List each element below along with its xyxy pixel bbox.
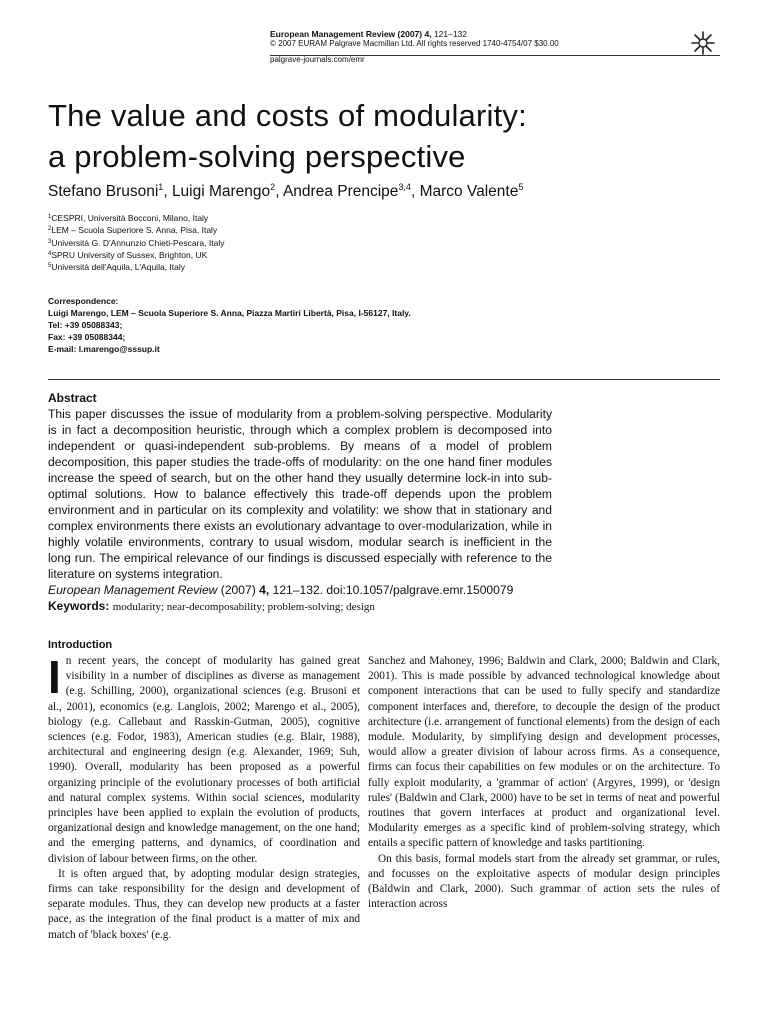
author-affiliation-mark: 1 <box>158 182 164 192</box>
affiliation-item <box>48 261 448 273</box>
body-column-left <box>48 651 360 943</box>
header-rule <box>270 55 720 56</box>
correspondence-address: Luigi Marengo, LEM – Scuola Superiore S. Anna, Piazza Martiri Libertà, Pisa, I-56127, Italy. <box>48 308 411 318</box>
author-name: Marco Valente <box>419 183 519 200</box>
citation-year: (2007) <box>220 583 256 597</box>
abstract-body: This paper discusses the issue of modularity from a problem-solving perspective. Modularity is in fact a decomposition heuristic, through which a complex problem is decomposed into independent or quasi-independent sub-problems. By means of a model of problem decomposition, this paper studies the trade-offs of modularity: on the one hand finer modules increase the speed of search, but on the other hand they usually determine lock-in into sub-optimal solutions. How to balance effectively this trade-off depends upon the problem environment and in particular on its complexity and volatility: we show that in stationary and complex environments there exists an evolutionary advantage to over-modularization, while in highly volatile environments, contrary to usual wisdom, modular search is inefficient in the long run. The empirical relevance of our findings is discussed especially with reference to the literature on systems integration. <box>48 407 552 581</box>
abstract-section <box>48 390 552 615</box>
correspondence-label: Correspondence: <box>48 296 119 306</box>
affiliation-mark: 2 <box>48 226 52 233</box>
citation-journal: European Management Review <box>48 583 218 597</box>
affiliation-item <box>48 212 448 224</box>
paragraph-text: n recent years, the concept of modularity has gained great visibility in a number of disciplines as diverse as management (e.g. Schilling, 2000), organizational sciences (e.g. Brusoni et al., 2001), economics (e.g. Langlois, 2002; Marengo et al., 2005), biology (e.g. Callebaut and Rasskin-Gutman, 2005), cognitive sciences (e.g. Fodor, 1983), American studies (e.g. Blair, 1988), architectural and engineering design (e.g. Alexander, 1969; Suh, 1990). Overall, modularity has been proposed as a powerful organizing principle of the evolutionary processes of both artificial and natural complex systems. Within social sciences, modularity principles have been applied to explain the evolution of products, organizational design and knowledge management, on the one hand; and the emerging patterns, and dynamics, of coordination and division of labour between firms, on the other. <box>48 655 360 865</box>
author-name: Stefano Brusoni <box>48 183 159 200</box>
correspondence-email: E-mail: l.marengo@sssup.it <box>48 344 160 354</box>
citation-volume: 4, <box>259 583 270 597</box>
affiliation-mark: 3 <box>48 238 52 245</box>
title-line-2: a problem-solving perspective <box>48 139 466 174</box>
affiliation-mark: 1 <box>48 214 52 220</box>
journal-line <box>270 29 720 39</box>
affiliation-text: Università G. D'Annunzio Chieti-Pescara, Italy <box>51 237 225 248</box>
affiliation-item <box>48 249 448 261</box>
correspondence-block <box>48 295 548 355</box>
author-affiliation-mark: 5 <box>518 182 524 192</box>
keywords-label: Keywords: <box>48 599 110 613</box>
introduction-heading: Introduction <box>48 639 113 651</box>
affiliation-text: Università dell'Aquila, L'Aquila, Italy <box>51 262 185 273</box>
body-paragraph: On this basis, formal models start from the already set grammar, or rules, and focusses on the exploitative aspects of modular design principles (Baldwin and Clark, 2000). Such grammar of action sets the rules of interaction across <box>368 852 720 911</box>
body-paragraph: Sanchez and Mahoney, 1996; Baldwin and Clark, 2000; Baldwin and Clark, 2001). This is made possible by advanced technological knowledge about component interactions that can be used to fully specify and standardize component interfaces and, therefore, to decouple the design of the product architecture (i.e. arrangement of functional elements) from the design of each module. Modularity, by simplifying design and development processes, would allow a greater division of labour across firms. As a consequence, firms can focus their capabilities on few modules or on the architecture. To fully exploit modularity, a 'grammar of action' (Argyres, 1999), or 'design rules' (Baldwin and Clark, 2000) have to be set in terms of neat and powerful routines that govern interfaces at product and organizational level. Modularity emerges as a specific kind of problem-solving strategy, which entails a specific pattern of knowledge and tasks partitioning. <box>368 655 720 850</box>
paper-title <box>48 95 728 177</box>
keywords-line <box>48 598 552 615</box>
affiliation-text: SPRU University of Sussex, Brighton, UK <box>51 249 208 260</box>
title-line-1: The value and costs of modularity: <box>48 98 527 133</box>
body-paragraph: It is often argued that, by adopting modular design strategies, firms can take responsibility for the design and development of separate modules. Thus, they can develop new products at a faster pace, as the integration of the final product is a matter of mix and match of 'black boxes' (e.g. <box>48 867 360 941</box>
abstract-heading: Abstract <box>48 391 97 405</box>
author-name: Andrea Prencipe <box>282 183 399 200</box>
author-list: Stefano Brusoni$^1$, Luigi Marengo$^2$, Andrea Prencipe$^{3,4}$, Marco Valente$^5$ <box>48 182 524 200</box>
correspondence-tel: Tel: +39 05088343; <box>48 320 123 330</box>
journal-name: European Management Review (2007) 4, <box>270 29 432 39</box>
author-name: Luigi Marengo <box>171 183 271 200</box>
keywords-text: modularity; near-decomposability; problem-solving; design <box>112 601 375 613</box>
running-header <box>270 29 720 65</box>
affiliation-mark: 4 <box>48 250 52 257</box>
affiliation-list <box>48 212 448 273</box>
journal-url: palgrave-journals.com/emr <box>270 55 365 64</box>
affiliation-text: CESPRI, Università Bocconi, Milano, Italy <box>51 213 209 223</box>
correspondence-fax: Fax: +39 05088344; <box>48 332 126 342</box>
citation-pages-doi: 121–132. doi:10.1057/palgrave.emr.1500079 <box>272 583 514 597</box>
author-affiliation-mark: 2 <box>270 182 276 192</box>
body-column-right <box>368 654 720 912</box>
author-affiliation-mark: 3,4 <box>398 182 411 192</box>
publisher-logo-icon <box>690 30 716 56</box>
citation-line <box>48 582 552 598</box>
copyright-line: © 2007 EURAM Palgrave Macmillan Ltd. All rights reserved 1740-4754/07 $30.00 <box>270 39 559 48</box>
affiliation-item <box>48 224 448 236</box>
affiliation-text: LEM – Scuola Superiore S. Anna, Pisa, Italy <box>51 225 218 236</box>
section-rule <box>48 379 720 380</box>
affiliation-mark: 5 <box>48 263 52 270</box>
body-paragraph <box>48 651 360 867</box>
drop-cap: I <box>48 651 61 703</box>
affiliation-item <box>48 237 448 249</box>
journal-pages: 121–132 <box>433 29 468 39</box>
